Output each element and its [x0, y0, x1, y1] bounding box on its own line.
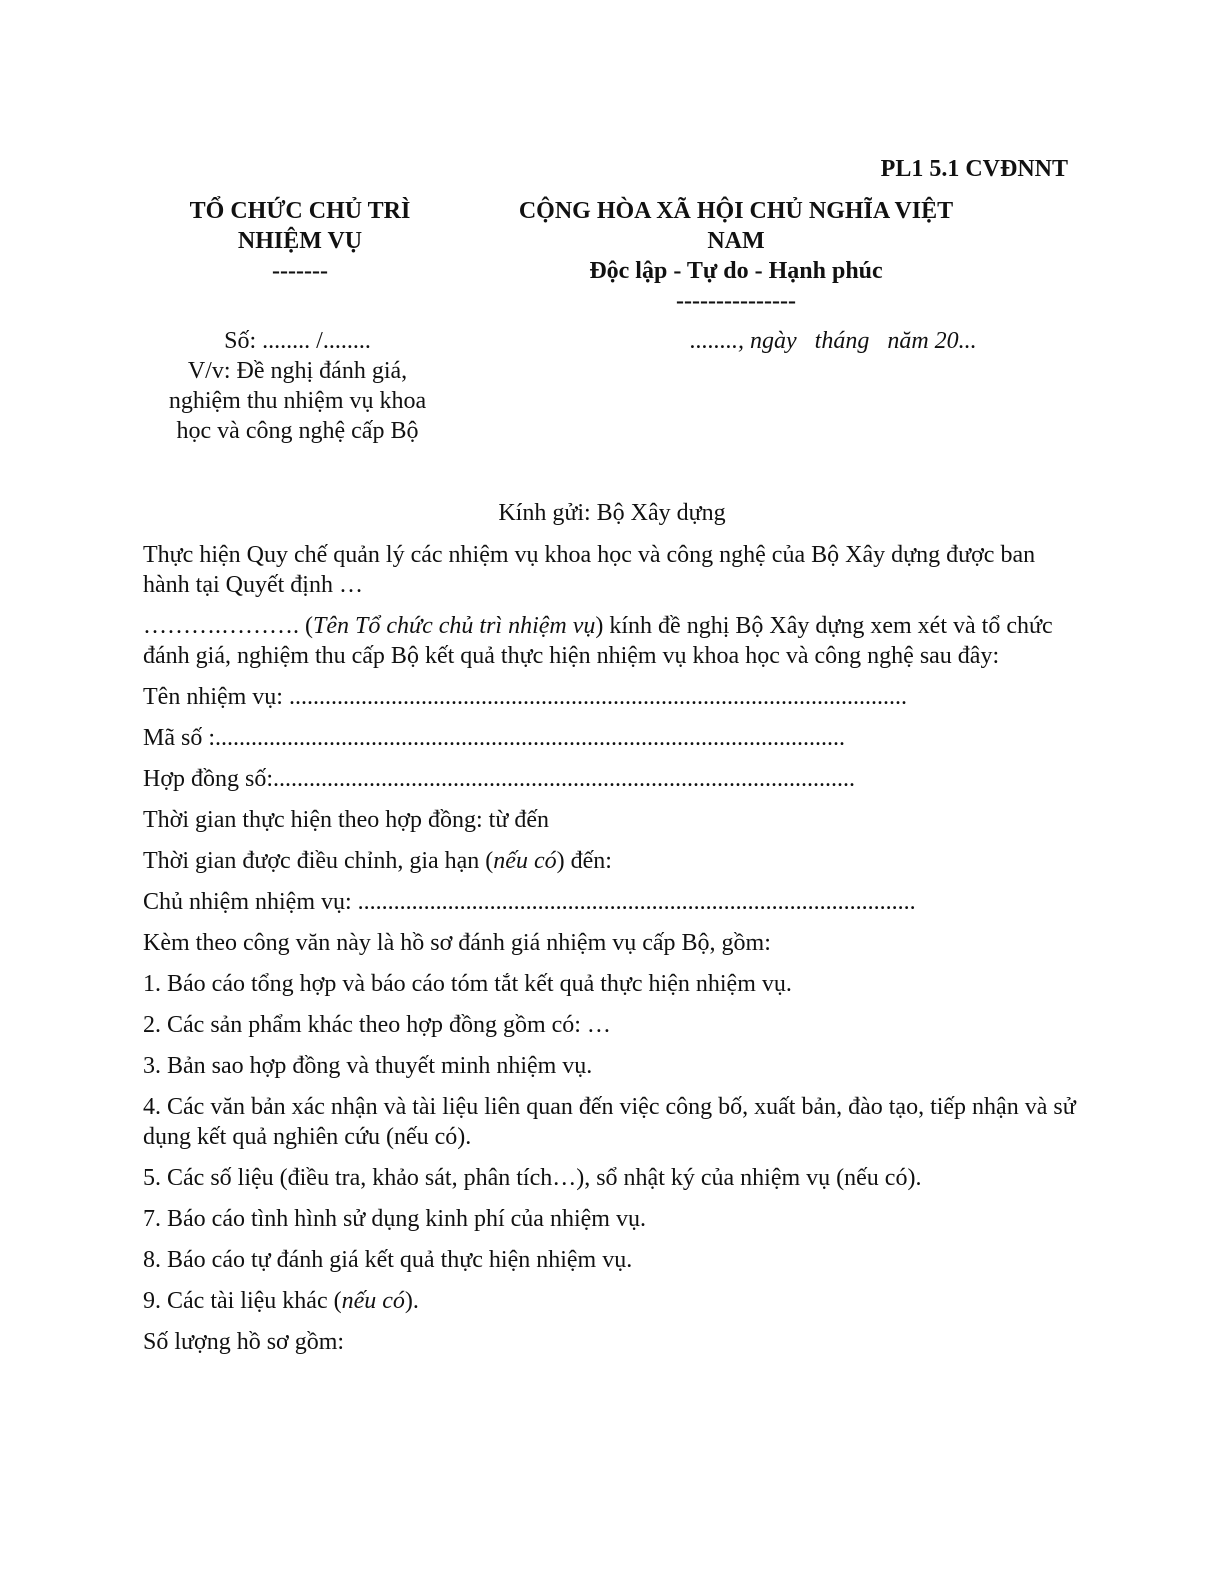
national-motto: Độc lập - Tự do - Hạnh phúc — [589, 258, 883, 284]
document-code: PL1 5.1 CVĐNNT — [880, 156, 1068, 182]
attachment-item-2: 2. Các sản phẩm khác theo hợp đồng gồm có: … — [143, 1012, 611, 1038]
item9-note: nếu có — [341, 1288, 405, 1314]
organization-name-line1: TỔ CHỨC CHỦ TRÌ — [189, 198, 411, 224]
attachment-item-7: 7. Báo cáo tình hình sử dụng kinh phí của nhiệm vụ. — [143, 1206, 646, 1232]
task-leader-field: Chủ nhiệm nhiệm vụ: ............................................................................................. — [143, 889, 916, 915]
intro-paragraph: Thực hiện Quy chế quản lý các nhiệm vụ khoa học và công nghệ của Bộ Xây dựng được ban hành tại Quyết định … — [143, 542, 1036, 598]
subject-line-1: V/v: Đề nghị đánh giá, — [187, 358, 408, 384]
document-count-field: Số lượng hồ sơ gồm: — [143, 1329, 345, 1355]
letter-body — [143, 540, 1083, 1368]
task-name-field: Tên nhiệm vụ: ....................................................................................................... — [143, 684, 907, 710]
salutation: Kính gửi: Bộ Xây dựng — [498, 500, 726, 526]
document-reference — [150, 326, 445, 446]
attachment-item-1: 1. Báo cáo tổng hợp và báo cáo tóm tắt kết quả thực hiện nhiệm vụ. — [143, 971, 792, 997]
attachments-intro: Kèm theo công văn này là hồ sơ đánh giá nhiệm vụ cấp Bộ, gồm: — [143, 930, 771, 956]
extension-field — [143, 846, 1083, 876]
subject-line-2: nghiệm thu nhiệm vụ khoa — [168, 388, 427, 414]
document-date: ........, ngày tháng năm 20... — [690, 328, 977, 354]
request-org-placeholder: Tên Tổ chức chủ trì nhiệm vụ — [313, 613, 596, 639]
request-paragraph — [143, 611, 1083, 671]
item9-label: 9. Các tài liệu khác ( — [143, 1288, 342, 1314]
organization-name-line2: NHIỆM VỤ — [237, 228, 363, 254]
attachment-item-8: 8. Báo cáo tự đánh giá kết quả thực hiện nhiệm vụ. — [143, 1247, 633, 1273]
extension-label: Thời gian được điều chỉnh, gia hạn ( — [143, 848, 494, 874]
organization-divider: ------- — [272, 258, 328, 284]
subject-line-3: học và công nghệ cấp Bộ — [176, 418, 419, 444]
attachment-item-5: 5. Các số liệu (điều tra, khảo sát, phân tích…), sổ nhật ký của nhiệm vụ (nếu có). — [143, 1165, 922, 1191]
national-header — [480, 196, 992, 316]
nation-name-line2: NAM — [707, 228, 765, 254]
task-code-field: Mã số :......................................................................................................... — [143, 725, 845, 751]
request-text: ) kính đề nghị Bộ Xây dựng xem xét và tổ chức đánh giá, nghiệm thu cấp Bộ kết quả thực hiện nhiệm vụ khoa học và công nghệ sau đây: — [143, 613, 1053, 669]
request-blank: ……….………. ( — [143, 613, 313, 639]
contract-period-field: Thời gian thực hiện theo hợp đồng: từ đến — [143, 807, 549, 833]
attachment-item-9 — [143, 1286, 1083, 1316]
item9-suffix: ). — [404, 1288, 419, 1314]
organization-header — [150, 196, 450, 286]
document-number: Số: ........ /........ — [224, 328, 371, 354]
nation-name-line1: CỘNG HÒA XÃ HỘI CHỦ NGHĨA VIỆT — [518, 198, 954, 224]
extension-note: nếu có — [493, 848, 557, 874]
contract-number-field: Hợp đồng số:................................................................................................. — [143, 766, 856, 792]
attachment-item-4: 4. Các văn bản xác nhận và tài liệu liên quan đến việc công bố, xuất bản, đào tạo, tiếp nhận và sử dụng kết quả nghiên cứu (nếu có). — [143, 1094, 1076, 1150]
attachment-item-3: 3. Bản sao hợp đồng và thuyết minh nhiệm vụ. — [143, 1053, 593, 1079]
national-divider: --------------- — [676, 288, 796, 314]
extension-suffix: ) đến: — [556, 848, 612, 874]
